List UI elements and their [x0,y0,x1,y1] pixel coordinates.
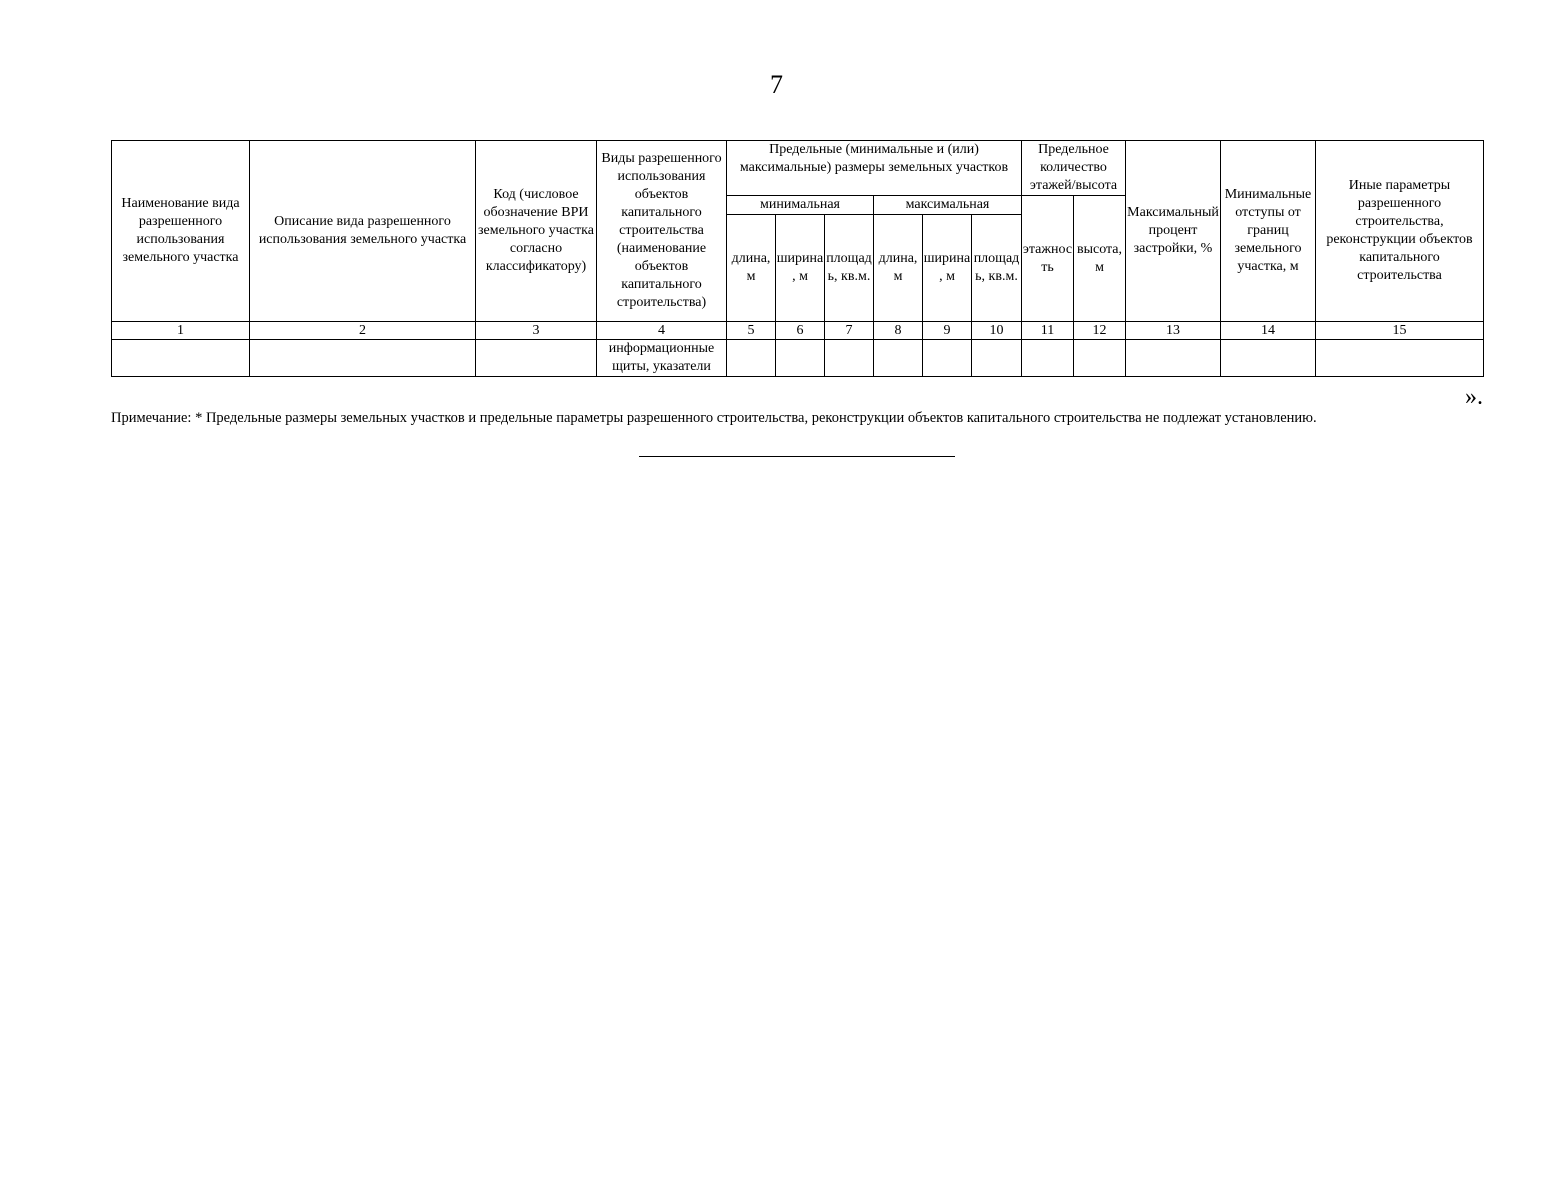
table-cell [1221,340,1316,377]
header-min-width: ширина, м [776,215,825,322]
table-cell [1126,340,1221,377]
column-number: 7 [825,322,874,340]
header-group-floors-height: Предельное количество этажей/высота [1022,141,1126,196]
table-row [112,340,1484,377]
table-cell [476,340,597,377]
header-max-width: ширина, м [923,215,972,322]
header-group-maximum: максимальная [874,196,1022,215]
table-cell [1074,340,1126,377]
separator-line [639,456,955,457]
table-cell [1316,340,1484,377]
column-number: 13 [1126,322,1221,340]
table-cell [825,340,874,377]
header-floors: этажность [1022,196,1074,322]
column-number: 10 [972,322,1022,340]
page-number: 7 [770,70,783,99]
column-number: 6 [776,322,825,340]
header-min-setbacks: Минимальные отступы от границ земельного участка, м [1221,141,1316,322]
header-land-use-description: Описание вида разрешенного использования земельного участка [250,141,476,322]
header-max-area: площадь, кв.м. [972,215,1022,322]
footnote: Примечание: * Предельные размеры земельных участков и предельные параметры разрешенного строительства, реконструкции объектов капитального строительства не подлежат установлению. [111,410,1317,426]
table-cell [727,340,776,377]
table-cell: информационные щиты, указатели [597,340,727,377]
column-number: 4 [597,322,727,340]
header-min-area: площадь, кв.м. [825,215,874,322]
table-cell [923,340,972,377]
header-max-length: длина, м [874,215,923,322]
header-group-minimum: минимальная [727,196,874,215]
table-cell [250,340,476,377]
column-number: 8 [874,322,923,340]
column-number: 15 [1316,322,1484,340]
column-number: 5 [727,322,776,340]
column-number: 14 [1221,322,1316,340]
table-cell [874,340,923,377]
header-height: высота, м [1074,196,1126,322]
table-cell [776,340,825,377]
header-max-building-percent: Максимальный процент застройки, % [1126,141,1221,322]
header-group-plot-sizes: Предельные (минимальные и (или) максимальные) размеры земельных участков [727,141,1022,196]
header-code: Код (числовое обозначение ВРИ земельного участка согласно классификатору) [476,141,597,322]
column-number: 11 [1022,322,1074,340]
land-use-table [111,140,1484,377]
column-number: 1 [112,322,250,340]
table-cell [1022,340,1074,377]
table-cell [972,340,1022,377]
header-min-length: длина, м [727,215,776,322]
column-number: 2 [250,322,476,340]
header-construction-use-types: Виды разрешенного использования объектов капитального строительства (наименование объектов капитального строительства) [597,141,727,322]
header-other-parameters: Иные параметры разрешенного строительства, реконструкции объектов капитального строительства [1316,141,1484,322]
column-number: 9 [923,322,972,340]
column-number: 12 [1074,322,1126,340]
closing-quote-mark: ». [1465,384,1483,410]
header-land-use-name: Наименование вида разрешенного использования земельного участка [112,141,250,322]
column-number: 3 [476,322,597,340]
table-cell [112,340,250,377]
